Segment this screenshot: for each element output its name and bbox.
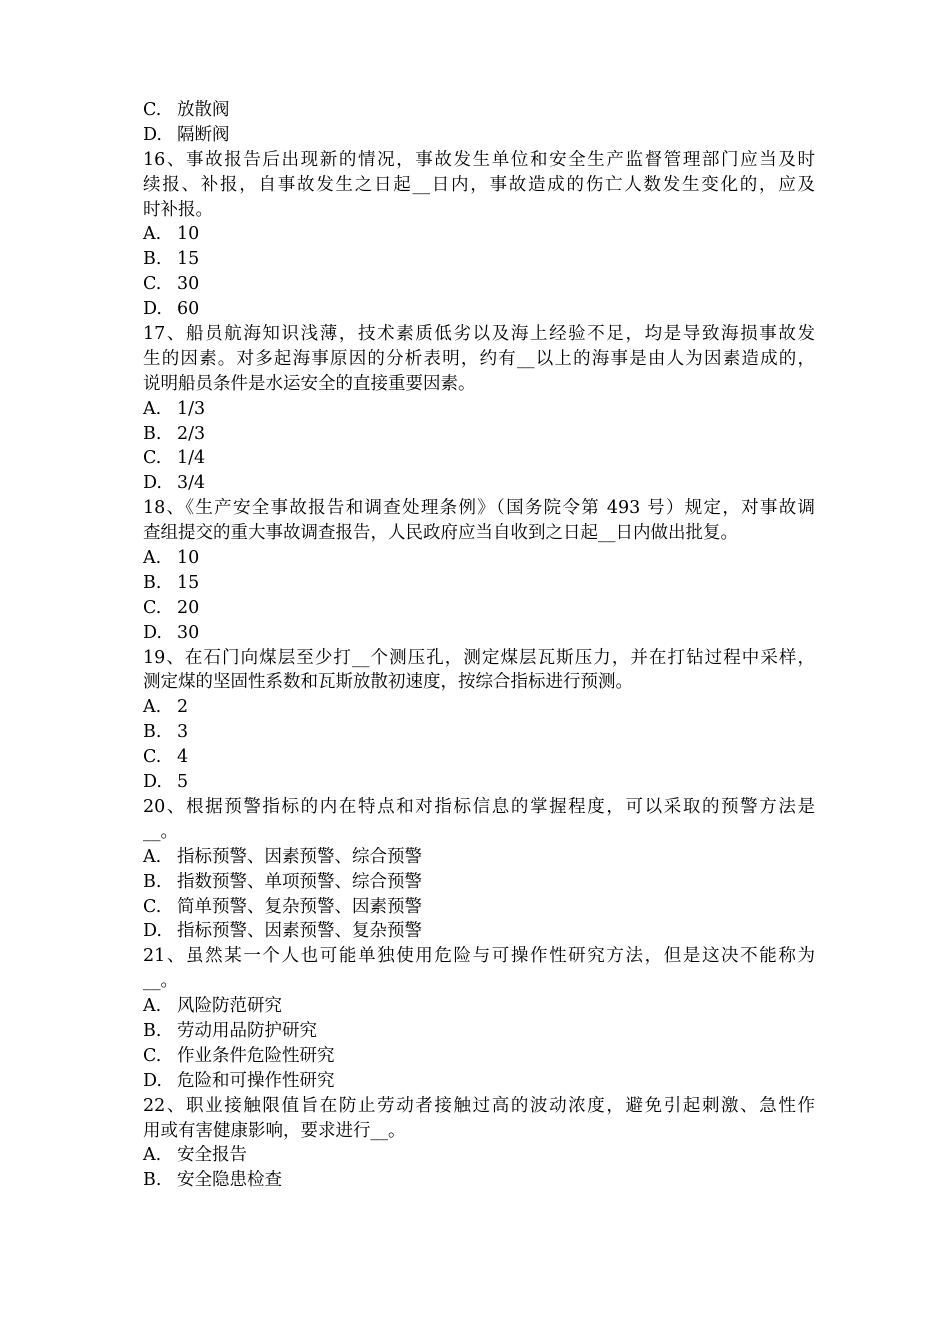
option-text: 指标预警、因素预警、综合预警 xyxy=(177,846,422,867)
question-line: 测定煤的坚固性系数和瓦斯放散初速度，按综合指标进行预测。 xyxy=(143,672,633,693)
option-letter: B. xyxy=(143,722,162,743)
option-letter: C. xyxy=(143,448,162,469)
question-line: __。 xyxy=(143,821,178,842)
option-text: 2 xyxy=(177,697,189,718)
answer-option xyxy=(143,596,815,621)
question-line: 19、在石门向煤层至少打__个测压孔，测定煤层瓦斯压力，并在打钻过程中采样， xyxy=(143,647,815,668)
option-letter: D. xyxy=(143,299,162,320)
option-letter: C. xyxy=(143,100,162,120)
answer-option xyxy=(143,422,815,447)
answer-option xyxy=(143,247,815,272)
question-stem xyxy=(143,322,815,397)
answer-option xyxy=(143,845,815,870)
option-letter: B. xyxy=(143,249,162,270)
question-line: 22、职业接触限值旨在防止劳动者接触过高的波动浓度，避免引起刺激、急性作 xyxy=(143,1095,815,1116)
question-line: 查组提交的重大事故调查报告，人民政府应当自收到之日起__日内做出批复。 xyxy=(143,523,738,544)
option-text: 3 xyxy=(177,722,189,743)
option-text: 危险和可操作性研究 xyxy=(177,1070,335,1091)
option-letter: B. xyxy=(143,572,162,593)
option-text: 3/4 xyxy=(177,473,206,494)
answer-option xyxy=(143,720,815,745)
option-letter: C. xyxy=(143,274,162,295)
option-letter: A. xyxy=(143,224,162,245)
answer-option xyxy=(143,695,815,720)
option-letter: D. xyxy=(143,921,162,942)
option-letter: A. xyxy=(143,548,162,569)
option-letter: D. xyxy=(143,124,162,145)
question-line: 时补报。 xyxy=(143,199,213,220)
option-text: 风险防范研究 xyxy=(177,996,282,1017)
answer-option xyxy=(143,1168,815,1193)
answer-option xyxy=(143,870,815,895)
option-text: 指标预警、因素预警、复杂预警 xyxy=(177,921,422,942)
option-text: 指数预警、单项预警、综合预警 xyxy=(177,871,422,892)
question-stem xyxy=(143,944,815,994)
option-text: 安全隐患检查 xyxy=(177,1170,282,1191)
option-letter: D. xyxy=(143,473,162,494)
answer-option xyxy=(143,1019,815,1044)
option-letter: A. xyxy=(143,996,162,1017)
question-line: 用或有害健康影响，要求进行__。 xyxy=(143,1120,406,1141)
option-letter: A. xyxy=(143,846,162,867)
answer-option xyxy=(143,123,815,148)
option-text: 5 xyxy=(177,772,189,793)
question-line: 17、船员航海知识浅薄，技术素质低劣以及海上经验不足，均是导致海损事故发 xyxy=(143,324,815,345)
option-text: 15 xyxy=(177,572,200,593)
question-line: 续报、补报，自事故发生之日起__日内，事故造成的伤亡人数发生变化的，应及 xyxy=(143,174,815,195)
answer-option xyxy=(143,770,815,795)
answer-option xyxy=(143,297,815,322)
option-text: 2/3 xyxy=(177,423,206,444)
answer-option xyxy=(143,571,815,596)
answer-option xyxy=(143,471,815,496)
question-stem xyxy=(143,1094,815,1144)
option-letter: C. xyxy=(143,747,162,768)
answer-option xyxy=(143,919,815,944)
option-letter: C. xyxy=(143,1045,162,1066)
option-text: 隔断阀 xyxy=(177,124,230,145)
option-text: 劳动用品防护研究 xyxy=(177,1020,317,1041)
answer-option xyxy=(143,98,815,123)
option-letter: A. xyxy=(143,398,162,419)
question-line: 生的因素。对多起海事原因的分析表明，约有__以上的海事是由人为因素造成的， xyxy=(143,348,815,369)
question-stem xyxy=(143,646,815,696)
answer-option xyxy=(143,446,815,471)
option-letter: B. xyxy=(143,871,162,892)
question-stem xyxy=(143,795,815,845)
option-letter: D. xyxy=(143,622,162,643)
answer-option xyxy=(143,546,815,571)
option-letter: A. xyxy=(143,697,162,718)
answer-option xyxy=(143,621,815,646)
question-stem xyxy=(143,148,815,223)
option-letter: B. xyxy=(143,1020,162,1041)
option-text: 作业条件危险性研究 xyxy=(177,1045,335,1066)
option-text: 1/4 xyxy=(177,448,206,469)
question-stem xyxy=(143,496,815,546)
answer-option xyxy=(143,895,815,920)
answer-option xyxy=(143,397,815,422)
option-letter: D. xyxy=(143,772,162,793)
question-line: 21、虽然某一个人也可能单独使用危险与可操作性研究方法，但是这决不能称为 xyxy=(143,946,815,967)
answer-option xyxy=(143,994,815,1019)
option-text: 10 xyxy=(177,224,200,245)
answer-option xyxy=(143,745,815,770)
option-letter: B. xyxy=(143,1170,162,1191)
question-line: 说明船员条件是水运安全的直接重要因素。 xyxy=(143,373,476,394)
question-line: 20、根据预警指标的内在特点和对指标信息的掌握程度，可以采取的预警方法是 xyxy=(143,796,815,817)
option-text: 60 xyxy=(177,299,200,320)
answer-option xyxy=(143,1069,815,1094)
answer-option xyxy=(143,1044,815,1069)
option-text: 15 xyxy=(177,249,200,270)
option-text: 30 xyxy=(177,274,200,295)
option-text: 20 xyxy=(177,597,200,618)
option-letter: C. xyxy=(143,896,162,917)
option-letter: C. xyxy=(143,597,162,618)
option-text: 简单预警、复杂预警、因素预警 xyxy=(177,896,422,917)
option-text: 安全报告 xyxy=(177,1145,247,1166)
option-text: 1/3 xyxy=(177,398,206,419)
question-line: 18、《生产安全事故报告和调查处理条例》（国务院令第 493 号）规定，对事故调 xyxy=(143,498,815,519)
answer-option xyxy=(143,1143,815,1168)
answer-option xyxy=(143,272,815,297)
option-letter: A. xyxy=(143,1145,162,1166)
option-text: 放散阀 xyxy=(177,100,230,120)
answer-option xyxy=(143,222,815,247)
question-line: 16、事故报告后出现新的情况，事故发生单位和安全生产监督管理部门应当及时 xyxy=(143,149,815,170)
option-text: 4 xyxy=(177,747,189,768)
option-text: 10 xyxy=(177,548,200,569)
option-text: 30 xyxy=(177,622,200,643)
document-page xyxy=(143,98,815,1193)
option-letter: D. xyxy=(143,1070,162,1091)
question-line: __。 xyxy=(143,971,178,992)
option-letter: B. xyxy=(143,423,162,444)
